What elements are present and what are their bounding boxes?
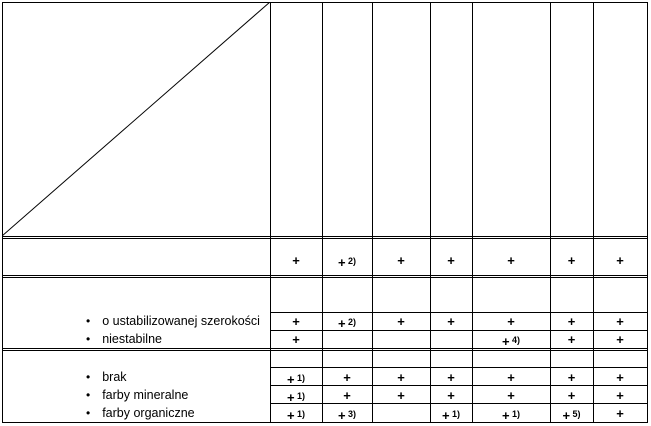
- grid-line: [270, 385, 647, 386]
- column-header: [373, 10, 430, 232]
- cell-mark: +: [567, 253, 576, 268]
- footnote-marker: 1): [294, 409, 306, 419]
- cell-mark: +: [337, 408, 346, 423]
- diagonal-line: [2, 2, 270, 236]
- table-cell: [593, 389, 647, 403]
- table-cell: [550, 333, 593, 347]
- cell-mark: +: [397, 388, 405, 403]
- comparison-table: [2, 2, 647, 422]
- grid-line: [270, 367, 647, 368]
- footnote-marker: 5): [570, 409, 581, 419]
- table-cell: [472, 407, 550, 423]
- row-label: [86, 313, 260, 329]
- table-cell: [430, 389, 472, 403]
- cell-mark: +: [343, 388, 351, 403]
- cell-mark: +: [397, 314, 405, 329]
- cell-mark: +: [397, 253, 405, 268]
- cell-mark: +: [616, 388, 624, 403]
- table-cell: [270, 371, 322, 387]
- cell-mark: +: [447, 253, 455, 268]
- cell-mark: +: [501, 334, 510, 349]
- table-cell: [270, 389, 322, 405]
- table-cell: [472, 371, 550, 385]
- corner-diagonal: [2, 2, 270, 236]
- table-cell: [372, 371, 430, 385]
- cell-mark: +: [447, 370, 455, 385]
- table-cell: [270, 333, 322, 347]
- column-header: [271, 10, 322, 232]
- cell-mark: +: [286, 390, 295, 405]
- row-label: [86, 387, 188, 403]
- column-header: [431, 10, 472, 232]
- cell-mark: +: [616, 253, 624, 268]
- table-cell: [372, 254, 430, 268]
- footnote-marker: 2): [345, 317, 357, 327]
- bullet-icon: •: [86, 370, 91, 384]
- cell-mark: +: [507, 388, 515, 403]
- table-cell: [472, 389, 550, 403]
- cell-mark: +: [337, 255, 346, 270]
- cell-mark: +: [292, 253, 300, 268]
- table-cell: [322, 389, 372, 403]
- cell-mark: +: [616, 314, 624, 329]
- cell-mark: +: [567, 314, 576, 329]
- cell-mark: +: [507, 314, 515, 329]
- cell-mark: +: [441, 408, 450, 423]
- table-cell: [372, 389, 430, 403]
- cell-mark: +: [397, 370, 405, 385]
- row-label: [86, 405, 195, 421]
- bullet-icon: •: [86, 314, 91, 328]
- table-cell: [430, 371, 472, 385]
- footnote-marker: 4): [509, 335, 521, 345]
- table-cell: [472, 333, 550, 349]
- column-header: [594, 10, 647, 232]
- cell-mark: +: [616, 370, 624, 385]
- row-label-text: o ustabilizowanej szerokości: [102, 314, 260, 328]
- table-cell: [322, 254, 372, 270]
- table-cell: [550, 407, 593, 423]
- row-label-text: niestabilne: [102, 332, 162, 346]
- table-cell: [430, 315, 472, 329]
- table-cell: [430, 254, 472, 268]
- table-cell: [372, 315, 430, 329]
- cell-mark: +: [567, 370, 576, 385]
- table-cell: [270, 315, 322, 329]
- table-cell: [550, 315, 593, 329]
- table-cell: [593, 407, 647, 421]
- row-label: [86, 369, 127, 385]
- table-cell: [322, 407, 372, 423]
- footnote-marker: 1): [294, 373, 306, 383]
- cell-mark: +: [447, 388, 455, 403]
- table-cell: [550, 389, 593, 403]
- row-label: [86, 331, 162, 347]
- cell-mark: +: [292, 314, 300, 329]
- table-cell: [550, 254, 593, 268]
- table-cell: [472, 254, 550, 268]
- cell-mark: +: [447, 314, 455, 329]
- column-header: [551, 10, 593, 232]
- bullet-icon: •: [86, 388, 91, 402]
- bullet-icon: •: [86, 406, 91, 420]
- cell-mark: +: [507, 370, 515, 385]
- footnote-marker: 1): [449, 409, 461, 419]
- grid-line: [647, 2, 648, 423]
- cell-mark: +: [616, 332, 624, 347]
- cell-mark: +: [337, 316, 346, 331]
- table-cell: [322, 371, 372, 385]
- row-label-text: brak: [102, 370, 127, 384]
- grid-line: [270, 312, 647, 313]
- cell-mark: +: [507, 253, 515, 268]
- cell-mark: +: [286, 372, 295, 387]
- grid-line: [270, 403, 647, 404]
- cell-mark: +: [562, 408, 571, 423]
- column-header: [323, 10, 372, 232]
- table-cell: [593, 254, 647, 268]
- cell-mark: +: [567, 388, 576, 403]
- table-cell: [322, 315, 372, 331]
- bullet-icon: •: [86, 332, 91, 346]
- footnote-marker: 2): [345, 256, 357, 266]
- cell-mark: +: [286, 408, 295, 423]
- cell-mark: +: [567, 332, 576, 347]
- cell-mark: +: [292, 332, 300, 347]
- table-cell: [270, 407, 322, 423]
- cell-mark: +: [501, 408, 510, 423]
- row-label-text: farby organiczne: [102, 406, 195, 420]
- table-cell: [593, 333, 647, 347]
- column-header: [473, 10, 550, 232]
- table-cell: [593, 315, 647, 329]
- footnote-marker: 1): [294, 391, 306, 401]
- cell-mark: +: [343, 370, 351, 385]
- table-cell: [550, 371, 593, 385]
- table-cell: [472, 315, 550, 329]
- cell-mark: +: [616, 406, 624, 421]
- table-cell: [430, 407, 472, 423]
- table-cell: [270, 254, 322, 268]
- row-label-text: farby mineralne: [102, 388, 189, 402]
- table-cell: [593, 371, 647, 385]
- footnote-marker: 1): [509, 409, 521, 419]
- footnote-marker: 3): [345, 409, 357, 419]
